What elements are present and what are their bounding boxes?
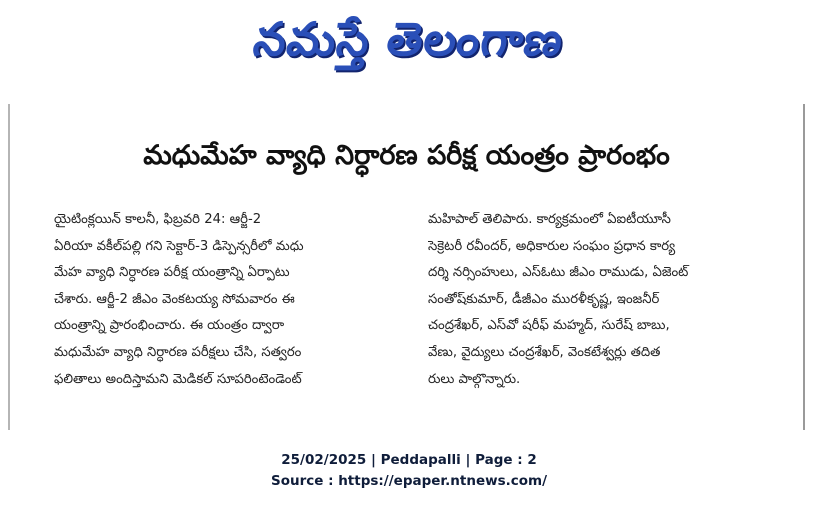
article-line: చేశారు. ఆర్జీ-2 జీఎం వెంకటయ్య సోమవారం ఈ — [54, 291, 295, 307]
article-column-right — [428, 207, 780, 393]
article-line: ఏరియా వకీల్‌పల్లి గని సెక్టార్-3 డిస్పెన్సరీలో మధు — [54, 238, 304, 254]
article-line: మధుమేహ వ్యాధి నిర్ధారణ పరీక్షలు చేసి, సత్వరం — [54, 344, 302, 360]
article-line: రులు పాల్గొన్నారు. — [428, 371, 521, 387]
article-line: సెక్రెటరీ రవీందర్, అధికారుల సంఘం ప్రధాన కార్య — [428, 238, 676, 254]
article-line: మేహ వ్యాధి నిర్ధారణ పరీక్ష యంత్రాన్ని ఏర్పాటు — [54, 265, 290, 281]
article-column-left — [54, 207, 406, 393]
article-line: మహిపాల్ తెలిపారు. కార్యక్రమంలో ఏఐటీయూసీ — [428, 212, 671, 227]
article-line: దర్శి నర్సింహులు, ఎస్‌ఓటు జీఎం రాముడు, ఏజెంట్ — [428, 265, 689, 281]
source-link[interactable]: Source : https://epaper.ntnews.com/ — [270, 473, 548, 489]
article-headline: మధుమేహ వ్యాధి నిర్ధారణ పరీక్ష యంత్రం ప్రారంభం — [143, 140, 670, 171]
article-line: సంతోష్‌కుమార్, డీజీఎం మురళీకృష్ణ, ఇంజనీర్ — [428, 291, 660, 307]
article-line: చంద్రశేఖర్, ఎస్‌వో షరీఫ్ మహ్మద్, సురేష్ బాబు, — [428, 318, 670, 334]
newspaper-logo: నమస్తే తెలంగాణ — [250, 12, 568, 66]
dateline-text: 25/02/2025 | Peddapalli | Page : 2 — [281, 452, 537, 468]
source-footer — [0, 450, 818, 492]
masthead — [0, 8, 818, 70]
article-line: యైటింక్లయిన్ కాలనీ, ఫిబ్రవరి 24: ఆర్జీ-2 — [54, 212, 262, 227]
article-line: వేణు, వైద్యులు చంద్రశేఖర్, వెంకటేశ్వర్లు తదిత — [428, 344, 661, 360]
article-line: యంత్రాన్ని ప్రారంభించారు. ఈ యంత్రం ద్వారా — [54, 318, 285, 334]
article-line: ఫలితాలు అందిస్తామని మెడికల్ సూపరింటెండెంట్ — [54, 371, 302, 387]
